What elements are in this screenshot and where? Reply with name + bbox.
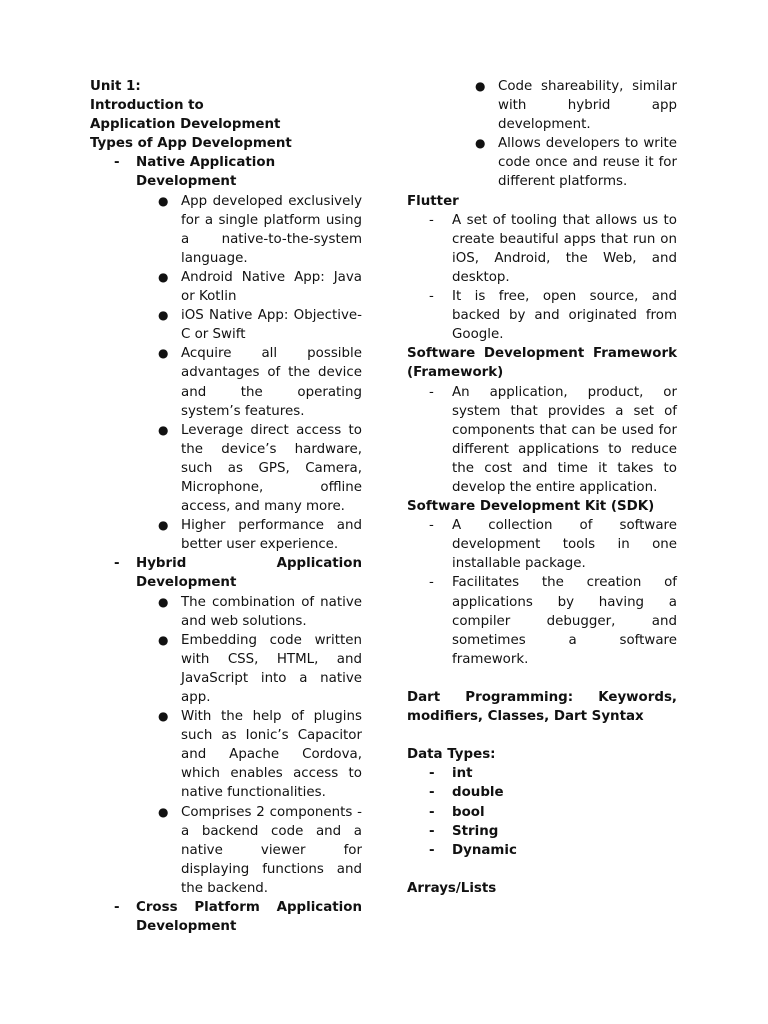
list-item-text: Comprises 2 components - a backend code and a native viewer for displaying functions and the backend. (181, 804, 362, 896)
list-item (90, 344, 362, 420)
dash-marker: - (114, 155, 120, 171)
cross-platform-heading (90, 898, 362, 936)
list-item-text: Android Native App: Java or Kotlin (181, 269, 362, 305)
bullet-icon: ● (475, 79, 486, 93)
list-item-text: Allows developers to write code once and reuse it for different platforms. (498, 136, 677, 190)
list-item-text: The combination of native and web solutions. (181, 594, 362, 629)
list-item-text: Acquire all possible advantages of the device and the operating system’s features. (181, 346, 362, 419)
left-column (90, 77, 362, 936)
dash-marker: - (429, 212, 434, 228)
list-item (90, 631, 362, 707)
arrays-heading: Arrays/Lists (407, 880, 497, 896)
sdk-heading: Software Development Kit (SDK) (407, 499, 655, 515)
dash-marker: - (429, 384, 434, 400)
list-item (407, 764, 677, 783)
dash-marker: - (429, 785, 435, 801)
list-item (90, 421, 362, 516)
list-item (407, 783, 677, 802)
hybrid-heading-text: Hybrid Application Development (136, 556, 362, 591)
unit-label: Unit 1: (90, 79, 141, 94)
bullet-icon: ● (475, 136, 486, 151)
native-heading (90, 153, 362, 191)
list-item (407, 287, 677, 344)
list-item-text: App developed exclusively for a single platform using a native-to-the-system language. (181, 193, 362, 266)
list-item (407, 841, 677, 860)
dash-marker: - (429, 804, 435, 820)
spacer (407, 726, 677, 745)
flutter-heading: Flutter (407, 193, 459, 209)
list-item (90, 593, 362, 631)
bullet-icon: ● (158, 346, 169, 361)
list-item-text: A set of tooling that allows us to create beautiful apps that run on iOS, Android, the Web, and desktop. (452, 212, 677, 285)
list-item (407, 211, 677, 287)
bullet-icon: ● (158, 269, 169, 284)
list-item (407, 822, 677, 841)
list-item-text: Higher performance and better user experience. (181, 518, 362, 553)
native-heading-text: Native Application Development (136, 155, 276, 190)
list-item-text: Facilitates the creation of applications by having a compiler debugger, and sometimes a software framework. (452, 575, 677, 667)
list-item (407, 134, 677, 191)
list-item (90, 516, 362, 554)
bullet-icon: ● (158, 804, 169, 819)
list-item (90, 707, 362, 802)
spacer (407, 669, 677, 688)
dash-marker: - (114, 556, 120, 572)
list-item (90, 192, 362, 268)
data-types-heading: Data Types: (407, 747, 496, 763)
dash-marker: - (429, 575, 434, 591)
bullet-icon: ● (158, 308, 169, 323)
dash-marker: - (429, 842, 435, 858)
bullet-icon: ● (158, 594, 169, 609)
bullet-icon: ● (158, 422, 169, 437)
list-item-text: int (452, 766, 473, 782)
dash-marker: - (429, 518, 434, 534)
list-item (90, 803, 362, 898)
bullet-icon: ● (158, 632, 169, 647)
dash-marker: - (114, 900, 120, 916)
list-item-text: iOS Native App: Objective-C or Swift (181, 308, 362, 343)
list-item-text: With the help of plugins such as Ionic’s Capacitor and Apache Cordova, which enables access to native functionalities. (181, 709, 362, 801)
list-item-text: Code shareability, similar with hybrid app development. (498, 79, 677, 133)
bullet-icon: ● (158, 709, 169, 724)
right-column (407, 77, 677, 898)
list-item-text: Dynamic (452, 842, 517, 858)
list-item (90, 268, 362, 306)
list-item-text: String (452, 823, 499, 839)
spacer (407, 860, 677, 879)
dash-marker: - (429, 823, 435, 839)
bullet-icon: ● (158, 193, 169, 208)
list-item (407, 77, 677, 134)
list-item-text: A collection of software development tools in one installable package. (452, 518, 677, 572)
list-item-text: double (452, 785, 504, 801)
hybrid-heading (90, 554, 362, 592)
list-item (90, 306, 362, 344)
dash-marker: - (429, 289, 434, 305)
bullet-icon: ● (158, 518, 169, 533)
list-item (407, 383, 677, 498)
list-item (407, 516, 677, 573)
list-item-text: An application, product, or system that provides a set of components that can be used for different applications to reduce the cost and time it takes to develop the entire application. (452, 384, 677, 495)
types-heading: Types of App Development (90, 136, 292, 152)
list-item-text: Embedding code written with CSS, HTML, and JavaScript into a native app. (181, 632, 362, 705)
framework-heading: Software Development Framework (Framework) (407, 346, 677, 381)
list-item-text: bool (452, 804, 485, 820)
list-item-text: It is free, open source, and backed by and originated from Google. (452, 289, 677, 343)
intro-heading: Introduction to Application Development (90, 98, 281, 133)
dart-heading: Dart Programming: Keywords, modifiers, Classes, Dart Syntax (407, 690, 677, 725)
list-item-text: Leverage direct access to the device’s hardware, such as GPS, Camera, Microphone, offline access, and many more. (181, 422, 362, 515)
list-item (407, 573, 677, 668)
list-item (407, 803, 677, 822)
cross-platform-heading-text: Cross Platform Application Development (136, 900, 362, 935)
dash-marker: - (429, 766, 435, 782)
